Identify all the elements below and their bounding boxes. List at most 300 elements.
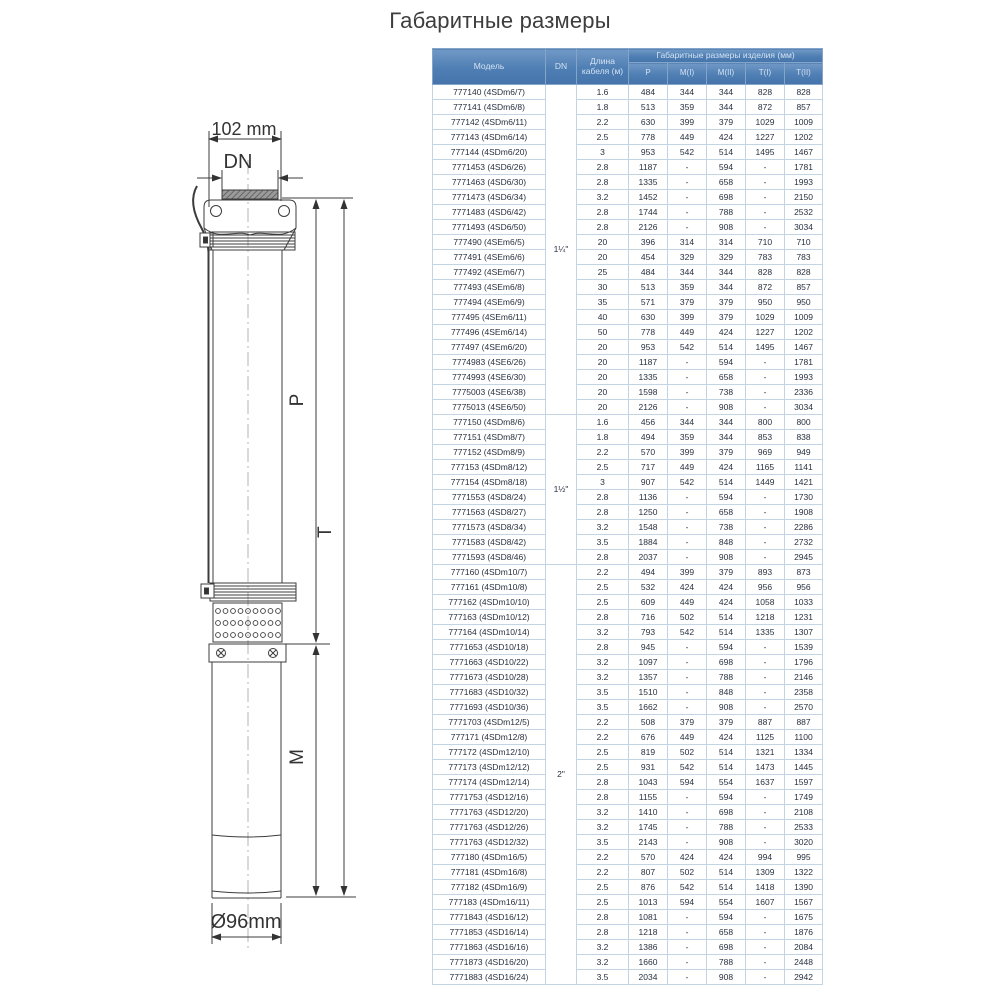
table-row: [433, 760, 823, 775]
t2-cell: 949: [785, 445, 823, 460]
table-row: [433, 235, 823, 250]
table-row: [433, 400, 823, 415]
model-cell: 7771573 (4SD8/34): [433, 520, 546, 535]
t1-cell: 1058: [746, 595, 785, 610]
t2-cell: 2532: [785, 205, 823, 220]
m2-cell: 594: [707, 790, 746, 805]
p-cell: 494: [629, 565, 668, 580]
model-cell: 777140 (4SDm6/7): [433, 85, 546, 100]
table-row: [433, 820, 823, 835]
t2-cell: 1334: [785, 745, 823, 760]
dimension-dn: [197, 170, 303, 192]
t2-cell: 2732: [785, 535, 823, 550]
cable-cell: 40: [577, 310, 629, 325]
t2-cell: 1781: [785, 160, 823, 175]
m2-cell: 908: [707, 970, 746, 985]
table-row: [433, 625, 823, 640]
cable-cell: 50: [577, 325, 629, 340]
t2-cell: 1675: [785, 910, 823, 925]
t1-cell: 1029: [746, 310, 785, 325]
m2-cell: 344: [707, 415, 746, 430]
t2-cell: 857: [785, 100, 823, 115]
model-cell: 777153 (4SDm8/12): [433, 460, 546, 475]
cable-clamp-lower-dot: [205, 588, 209, 594]
t2-cell: 2533: [785, 820, 823, 835]
cable-cell: 2.2: [577, 565, 629, 580]
cable-cell: 2.5: [577, 130, 629, 145]
table-row: [433, 685, 823, 700]
m2-cell: 314: [707, 235, 746, 250]
t1-cell: -: [746, 355, 785, 370]
m1-cell: -: [668, 550, 707, 565]
p-cell: 1452: [629, 190, 668, 205]
t2-cell: 800: [785, 415, 823, 430]
t1-cell: -: [746, 640, 785, 655]
m1-cell: 502: [668, 865, 707, 880]
cable-cell: 3.2: [577, 805, 629, 820]
table-row: [433, 325, 823, 340]
m1-cell: 449: [668, 730, 707, 745]
p-cell: 1660: [629, 955, 668, 970]
table-row: [433, 340, 823, 355]
p-cell: 793: [629, 625, 668, 640]
m2-cell: 908: [707, 550, 746, 565]
m2-cell: 344: [707, 265, 746, 280]
cable-cell: 3.5: [577, 835, 629, 850]
model-cell: 777150 (4SDm8/6): [433, 415, 546, 430]
motor-body: [212, 662, 281, 898]
p-cell: 1136: [629, 490, 668, 505]
cable-cell: 2.2: [577, 850, 629, 865]
model-cell: 7774993 (4SE6/30): [433, 370, 546, 385]
model-cell: 777151 (4SDm8/7): [433, 430, 546, 445]
p-cell: 1043: [629, 775, 668, 790]
t1-cell: -: [746, 655, 785, 670]
t1-cell: 950: [746, 295, 785, 310]
cable-cell: 2.2: [577, 715, 629, 730]
table-row: [433, 145, 823, 160]
table-row: [433, 310, 823, 325]
m2-cell: 344: [707, 430, 746, 445]
t2-cell: 2146: [785, 670, 823, 685]
t1-cell: 887: [746, 715, 785, 730]
cable-cell: 2.5: [577, 880, 629, 895]
t1-cell: 1309: [746, 865, 785, 880]
m2-cell: 738: [707, 385, 746, 400]
p-cell: 778: [629, 130, 668, 145]
t1-cell: -: [746, 790, 785, 805]
p-cell: 807: [629, 865, 668, 880]
m2-cell: 594: [707, 160, 746, 175]
model-cell: 7771883 (4SD16/24): [433, 970, 546, 985]
cable-cell: 2.8: [577, 640, 629, 655]
model-cell: 777491 (4SEm6/6): [433, 250, 546, 265]
model-cell: 7775003 (4SE6/38): [433, 385, 546, 400]
cable-cell: 25: [577, 265, 629, 280]
t2-cell: 1322: [785, 865, 823, 880]
m1-cell: 542: [668, 760, 707, 775]
t1-cell: 872: [746, 100, 785, 115]
t1-cell: 783: [746, 250, 785, 265]
m2-cell: 424: [707, 730, 746, 745]
p-cell: 1218: [629, 925, 668, 940]
cable-cell: 2.8: [577, 175, 629, 190]
m2-cell: 594: [707, 490, 746, 505]
table-row: [433, 970, 823, 985]
m1-cell: 379: [668, 715, 707, 730]
cable-cell: 2.2: [577, 865, 629, 880]
m2-cell: 514: [707, 865, 746, 880]
cable-cell: 3.2: [577, 190, 629, 205]
m2-cell: 594: [707, 640, 746, 655]
dn-group-cell: 1½": [546, 415, 577, 565]
dn-group-cell: 2": [546, 565, 577, 985]
cable-cell: 1.6: [577, 85, 629, 100]
t2-cell: 1597: [785, 775, 823, 790]
table-row: [433, 175, 823, 190]
m2-cell: 514: [707, 880, 746, 895]
m1-cell: 344: [668, 85, 707, 100]
model-cell: 7771463 (4SD6/30): [433, 175, 546, 190]
table-row: [433, 205, 823, 220]
t2-cell: 2942: [785, 970, 823, 985]
m2-cell: 379: [707, 310, 746, 325]
t2-cell: 1390: [785, 880, 823, 895]
p-cell: 1410: [629, 805, 668, 820]
m1-cell: 542: [668, 145, 707, 160]
table-row: [433, 415, 823, 430]
cable-cell: 2.5: [577, 580, 629, 595]
m2-cell: 658: [707, 505, 746, 520]
cable-cell: 2.2: [577, 730, 629, 745]
model-cell: 7771663 (4SD10/22): [433, 655, 546, 670]
p-cell: 454: [629, 250, 668, 265]
cable-cell: 2.8: [577, 205, 629, 220]
table-row: [433, 925, 823, 940]
m1-cell: 344: [668, 265, 707, 280]
cable-cell: 1.8: [577, 100, 629, 115]
cable-cell: 3.5: [577, 970, 629, 985]
table-row: [433, 595, 823, 610]
m2-cell: 379: [707, 565, 746, 580]
t2-cell: 2448: [785, 955, 823, 970]
t1-cell: -: [746, 700, 785, 715]
model-cell: 7771843 (4SD16/12): [433, 910, 546, 925]
m1-cell: 449: [668, 130, 707, 145]
model-cell: 7771683 (4SD10/32): [433, 685, 546, 700]
model-cell: 777492 (4SEm6/7): [433, 265, 546, 280]
table-row: [433, 535, 823, 550]
t1-cell: -: [746, 535, 785, 550]
t2-cell: 1009: [785, 310, 823, 325]
t2-cell: 2108: [785, 805, 823, 820]
table-row: [433, 160, 823, 175]
p-cell: 1548: [629, 520, 668, 535]
t2-cell: 1567: [785, 895, 823, 910]
table-row: [433, 85, 823, 100]
table-row: [433, 805, 823, 820]
model-cell: 777162 (4SDm10/10): [433, 595, 546, 610]
m2-cell: 698: [707, 805, 746, 820]
table-row: [433, 715, 823, 730]
t1-cell: 956: [746, 580, 785, 595]
m1-cell: -: [668, 970, 707, 985]
t1-cell: -: [746, 190, 785, 205]
m2-cell: 514: [707, 625, 746, 640]
t2-cell: 1730: [785, 490, 823, 505]
t2-cell: 873: [785, 565, 823, 580]
table-row: [433, 955, 823, 970]
t1-cell: -: [746, 175, 785, 190]
p-cell: 532: [629, 580, 668, 595]
p-cell: 778: [629, 325, 668, 340]
m1-cell: 449: [668, 595, 707, 610]
m2-cell: 379: [707, 445, 746, 460]
cable-cell: 3.2: [577, 670, 629, 685]
table-row: [433, 430, 823, 445]
model-cell: 7771583 (4SD8/42): [433, 535, 546, 550]
cable-cell: 2.5: [577, 460, 629, 475]
t2-cell: 1749: [785, 790, 823, 805]
table-row: [433, 940, 823, 955]
t1-cell: -: [746, 490, 785, 505]
m1-cell: -: [668, 835, 707, 850]
m1-cell: 399: [668, 445, 707, 460]
cable-cell: 2.5: [577, 760, 629, 775]
t2-cell: 1781: [785, 355, 823, 370]
model-cell: 777490 (4SEm6/5): [433, 235, 546, 250]
model-cell: 777141 (4SDm6/8): [433, 100, 546, 115]
table-row: [433, 220, 823, 235]
cable-cell: 3.2: [577, 940, 629, 955]
p-cell: 571: [629, 295, 668, 310]
t2-cell: 1009: [785, 115, 823, 130]
table-row: [433, 475, 823, 490]
check-valve-ribs: [210, 235, 295, 247]
model-cell: 777180 (4SDm16/5): [433, 850, 546, 865]
table-row: [433, 880, 823, 895]
cable-cell: 20: [577, 250, 629, 265]
p-cell: 2126: [629, 220, 668, 235]
m1-cell: 379: [668, 295, 707, 310]
table-row: [433, 250, 823, 265]
p-cell: 1510: [629, 685, 668, 700]
t2-cell: 710: [785, 235, 823, 250]
model-cell: 7771693 (4SD10/36): [433, 700, 546, 715]
model-cell: 777495 (4SEm6/11): [433, 310, 546, 325]
col-header-t2: T(II): [785, 63, 823, 85]
p-cell: 1097: [629, 655, 668, 670]
t2-cell: 1202: [785, 130, 823, 145]
m1-cell: 424: [668, 580, 707, 595]
table-row: [433, 100, 823, 115]
m1-cell: -: [668, 640, 707, 655]
p-cell: 1187: [629, 160, 668, 175]
model-cell: 7771653 (4SD10/18): [433, 640, 546, 655]
p-cell: 1744: [629, 205, 668, 220]
table-row: [433, 745, 823, 760]
m1-cell: -: [668, 520, 707, 535]
p-cell: 484: [629, 85, 668, 100]
m2-cell: 379: [707, 295, 746, 310]
model-cell: 777142 (4SDm6/11): [433, 115, 546, 130]
p-cell: 717: [629, 460, 668, 475]
p-cell: 513: [629, 100, 668, 115]
t1-cell: 710: [746, 235, 785, 250]
cable-cell: 20: [577, 235, 629, 250]
m1-cell: 449: [668, 325, 707, 340]
model-cell: 7771753 (4SD12/16): [433, 790, 546, 805]
col-header-t1: T(I): [746, 63, 785, 85]
col-header-p: P: [629, 63, 668, 85]
m1-cell: 399: [668, 115, 707, 130]
p-cell: 945: [629, 640, 668, 655]
t2-cell: 3034: [785, 400, 823, 415]
p-cell: 2037: [629, 550, 668, 565]
m1-cell: 502: [668, 745, 707, 760]
p-cell: 1662: [629, 700, 668, 715]
m2-cell: 424: [707, 580, 746, 595]
table-row: [433, 580, 823, 595]
m1-cell: -: [668, 160, 707, 175]
m1-cell: -: [668, 700, 707, 715]
t2-cell: 2358: [785, 685, 823, 700]
m1-cell: -: [668, 505, 707, 520]
p-cell: 876: [629, 880, 668, 895]
model-cell: 777496 (4SEm6/14): [433, 325, 546, 340]
m2-cell: 908: [707, 835, 746, 850]
t1-cell: -: [746, 955, 785, 970]
m1-cell: -: [668, 535, 707, 550]
m2-cell: 424: [707, 325, 746, 340]
t1-cell: 1227: [746, 325, 785, 340]
cable-cell: 2.8: [577, 790, 629, 805]
t2-cell: 1100: [785, 730, 823, 745]
t1-cell: 1321: [746, 745, 785, 760]
cable-cell: 3: [577, 145, 629, 160]
m2-cell: 908: [707, 220, 746, 235]
m1-cell: -: [668, 655, 707, 670]
spec-table-container: [432, 48, 823, 985]
t1-cell: 853: [746, 430, 785, 445]
page-title: Габаритные размеры: [389, 8, 611, 33]
cable-clamp-upper-dot: [204, 237, 208, 243]
col-header-m2: M(II): [707, 63, 746, 85]
t1-cell: 872: [746, 280, 785, 295]
table-row: [433, 460, 823, 475]
t2-cell: 1421: [785, 475, 823, 490]
p-cell: 508: [629, 715, 668, 730]
cable-cell: 2.2: [577, 115, 629, 130]
t1-cell: 800: [746, 415, 785, 430]
m1-cell: -: [668, 490, 707, 505]
cable-cell: 20: [577, 340, 629, 355]
m1-cell: -: [668, 190, 707, 205]
cable-cell: 3.2: [577, 955, 629, 970]
t1-cell: -: [746, 220, 785, 235]
model-cell: 777171 (4SDm12/8): [433, 730, 546, 745]
t2-cell: 1141: [785, 460, 823, 475]
model-cell: 7771763 (4SD12/20): [433, 805, 546, 820]
t1-cell: 1637: [746, 775, 785, 790]
model-cell: 7771853 (4SD16/14): [433, 925, 546, 940]
p-cell: 953: [629, 340, 668, 355]
cable-cell: 2.8: [577, 160, 629, 175]
t1-cell: -: [746, 685, 785, 700]
table-row: [433, 505, 823, 520]
cable-cell: 2.2: [577, 445, 629, 460]
m1-cell: 542: [668, 625, 707, 640]
label-t: T: [315, 526, 336, 538]
m1-cell: -: [668, 820, 707, 835]
m1-cell: 359: [668, 430, 707, 445]
t1-cell: 1227: [746, 130, 785, 145]
cable-cell: 2.5: [577, 895, 629, 910]
p-cell: 396: [629, 235, 668, 250]
m1-cell: 344: [668, 415, 707, 430]
m1-cell: -: [668, 910, 707, 925]
t1-cell: 828: [746, 265, 785, 280]
model-cell: 7771703 (4SDm12/5): [433, 715, 546, 730]
model-cell: 7771673 (4SD10/28): [433, 670, 546, 685]
table-row: [433, 670, 823, 685]
t2-cell: 995: [785, 850, 823, 865]
cable-cell: 3.2: [577, 520, 629, 535]
col-header-dn: DN: [546, 49, 577, 85]
t2-cell: 838: [785, 430, 823, 445]
p-cell: 1598: [629, 385, 668, 400]
t2-cell: 3020: [785, 835, 823, 850]
label-dn: DN: [223, 151, 253, 173]
t1-cell: -: [746, 940, 785, 955]
p-cell: 2034: [629, 970, 668, 985]
m2-cell: 738: [707, 520, 746, 535]
t2-cell: 1231: [785, 610, 823, 625]
m1-cell: -: [668, 670, 707, 685]
m1-cell: 542: [668, 475, 707, 490]
m1-cell: 359: [668, 280, 707, 295]
cable-cell: 20: [577, 355, 629, 370]
m1-cell: 399: [668, 565, 707, 580]
p-cell: 1884: [629, 535, 668, 550]
t1-cell: -: [746, 520, 785, 535]
table-row: [433, 700, 823, 715]
table-row: [433, 370, 823, 385]
m1-cell: 424: [668, 850, 707, 865]
p-cell: 456: [629, 415, 668, 430]
col-header-model: Модель: [433, 49, 546, 85]
t1-cell: -: [746, 370, 785, 385]
t2-cell: 828: [785, 85, 823, 100]
t1-cell: -: [746, 670, 785, 685]
model-cell: 7771593 (4SD8/46): [433, 550, 546, 565]
p-cell: 570: [629, 445, 668, 460]
m2-cell: 344: [707, 85, 746, 100]
m1-cell: -: [668, 940, 707, 955]
cable-cell: 2.8: [577, 550, 629, 565]
t2-cell: 3034: [785, 220, 823, 235]
t1-cell: 1495: [746, 145, 785, 160]
t2-cell: 2286: [785, 520, 823, 535]
model-cell: 7771763 (4SD12/32): [433, 835, 546, 850]
t2-cell: 1796: [785, 655, 823, 670]
m1-cell: -: [668, 220, 707, 235]
m2-cell: 594: [707, 355, 746, 370]
p-cell: 630: [629, 115, 668, 130]
m2-cell: 514: [707, 340, 746, 355]
t1-cell: -: [746, 205, 785, 220]
table-row: [433, 775, 823, 790]
